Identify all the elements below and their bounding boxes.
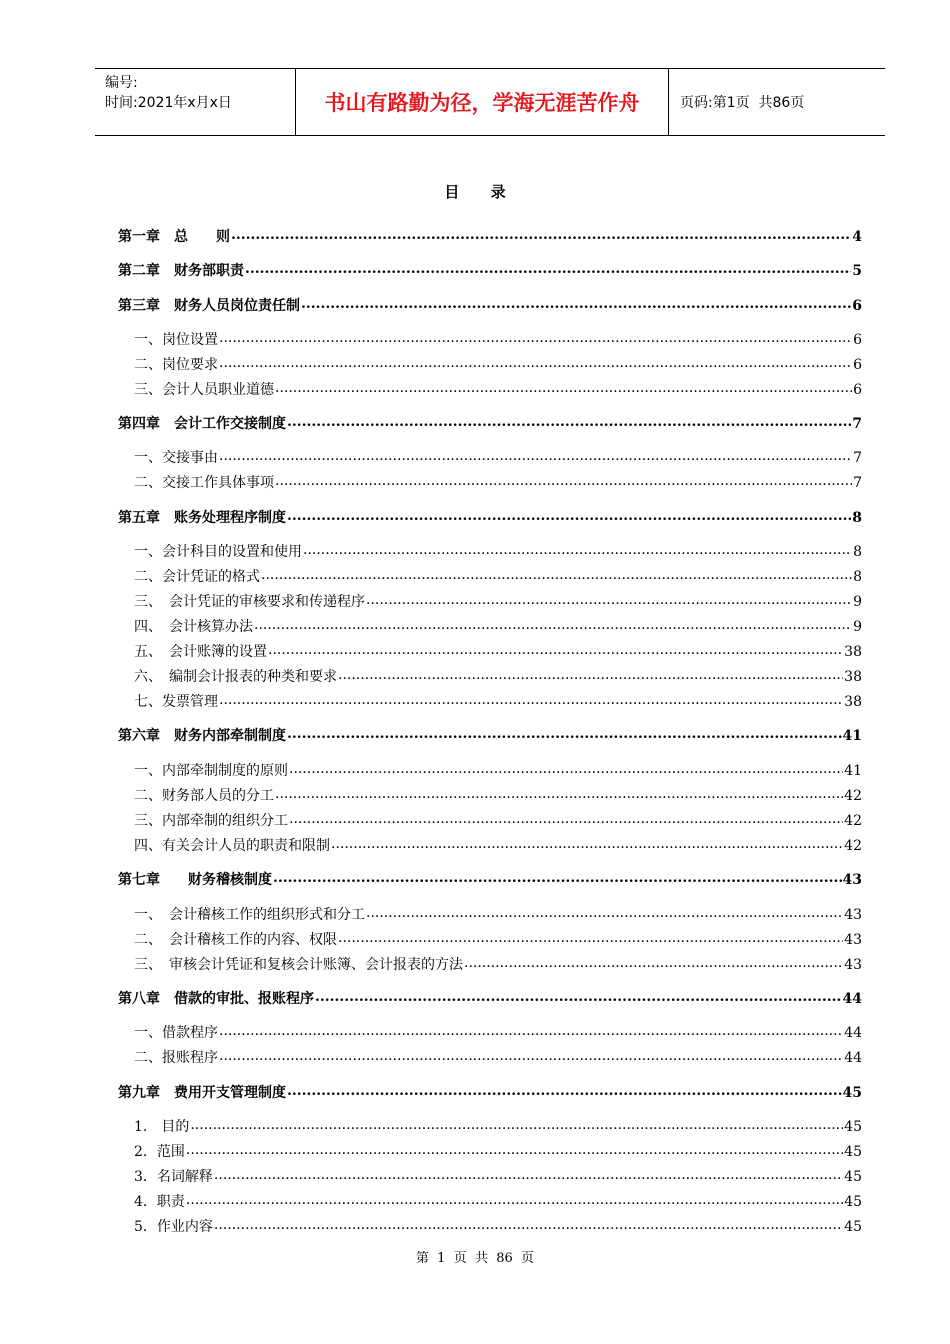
toc-entry-page: 41 — [842, 728, 862, 744]
toc-entry-label: 第五章 账务处理程序制度 — [118, 510, 286, 526]
toc-entry-page: 45 — [842, 1085, 862, 1101]
toc-section-entry[interactable] — [118, 1022, 862, 1042]
toc-entry-page: 38 — [844, 669, 862, 685]
toc-leader-dots — [245, 261, 851, 275]
toc-entry-page: 8 — [853, 569, 862, 585]
toc-entry-label: 第四章 会计工作交接制度 — [118, 416, 286, 432]
toc-entry-label: 第六章 财务内部牵制制度 — [118, 728, 286, 744]
toc-entry-label: 六、 编制会计报表的种类和要求 — [134, 669, 337, 685]
toc-leader-dots — [301, 296, 851, 310]
toc-entry-label: 三、 会计凭证的审核要求和传递程序 — [134, 594, 365, 610]
toc-leader-dots — [338, 930, 843, 944]
toc-section-entry[interactable] — [118, 929, 862, 949]
toc-leader-dots — [338, 667, 843, 681]
document-number-label: 编号: — [105, 75, 138, 91]
toc-entry-label: 一、借款程序 — [134, 1025, 218, 1041]
page-footer — [0, 1247, 950, 1266]
toc-entry-page: 42 — [844, 813, 862, 829]
toc-entry-page: 8 — [852, 510, 862, 526]
header-meta — [95, 69, 296, 135]
toc-entry-label: 一、交接事由 — [134, 450, 218, 466]
toc-leader-dots — [287, 726, 842, 740]
toc-entry-page: 45 — [844, 1119, 862, 1135]
toc-entry-label: 四、有关会计人员的职责和限制 — [134, 838, 330, 854]
toc-leader-dots — [275, 473, 852, 487]
toc-entry-label: 4．职责 — [134, 1194, 185, 1210]
toc-entry-page: 44 — [844, 1025, 862, 1041]
toc-chapter-entry[interactable] — [118, 988, 862, 1008]
toc-leader-dots — [287, 414, 851, 428]
toc-entry-page: 45 — [844, 1169, 862, 1185]
toc-entry-label: 第二章 财务部职责 — [118, 263, 244, 279]
toc-entry-label: 四、 会计核算办法 — [134, 619, 253, 635]
toc-chapter-entry[interactable] — [118, 260, 862, 280]
toc-entry-page: 43 — [844, 932, 862, 948]
toc-entry-label: 第八章 借款的审批、报账程序 — [118, 991, 314, 1007]
toc-leader-dots — [287, 1083, 842, 1097]
toc-leader-dots — [214, 1217, 843, 1231]
toc-leader-dots — [219, 1023, 843, 1037]
header-page-info — [669, 69, 885, 135]
toc-entry-label: 二、会计凭证的格式 — [134, 569, 260, 585]
header-motto: 书山有路勤为径，学海无涯苦作舟 — [296, 69, 669, 135]
toc-section-entry[interactable] — [118, 616, 862, 636]
toc-leader-dots — [303, 542, 852, 556]
toc-entry-page: 9 — [853, 619, 862, 635]
toc-entry-label: 1. 目的 — [134, 1119, 190, 1135]
toc-section-entry[interactable] — [118, 785, 862, 805]
toc-section-entry[interactable] — [118, 591, 862, 611]
toc-chapter-entry[interactable] — [118, 725, 862, 745]
toc-title-text: 目 录 — [444, 183, 506, 201]
toc-entry-page: 42 — [844, 788, 862, 804]
toc-entry-label: 二、岗位要求 — [134, 357, 218, 373]
toc-entry-page: 41 — [844, 763, 862, 779]
toc-entry-label: 第九章 费用开支管理制度 — [118, 1085, 286, 1101]
toc-chapter-entry[interactable] — [118, 869, 862, 889]
toc-entry-page: 45 — [844, 1194, 862, 1210]
page-header — [95, 68, 885, 136]
toc-leader-dots — [268, 642, 843, 656]
toc-entry-label: 一、岗位设置 — [134, 332, 218, 348]
footer-page-number: 第 1 页 共 86 页 — [415, 1251, 535, 1266]
toc-section-entry[interactable] — [118, 566, 862, 586]
toc-entry-page: 6 — [852, 298, 862, 314]
toc-section-entry[interactable] — [118, 1047, 862, 1067]
toc-entry-label: 二、报账程序 — [134, 1050, 218, 1066]
toc-leader-dots — [254, 617, 852, 631]
toc-leader-dots — [219, 692, 843, 706]
toc-entry-label: 第七章 财务稽核制度 — [118, 872, 272, 888]
toc-entry-label: 第三章 财务人员岗位责任制 — [118, 298, 300, 314]
toc-leader-dots — [214, 1167, 843, 1181]
toc-entry-page: 7 — [853, 475, 862, 491]
toc-section-entry[interactable] — [118, 379, 862, 399]
toc-leader-dots — [366, 592, 852, 606]
toc-leader-dots — [275, 380, 852, 394]
toc-entry-label: 二、财务部人员的分工 — [134, 788, 274, 804]
toc-leader-dots — [366, 905, 843, 919]
toc-leader-dots — [261, 567, 852, 581]
toc-entry-page: 8 — [853, 544, 862, 560]
toc-section-entry[interactable] — [118, 1191, 862, 1211]
toc-section-entry[interactable] — [118, 541, 862, 561]
toc-entry-page: 9 — [853, 594, 862, 610]
toc-entry-page: 7 — [853, 450, 862, 466]
toc-section-entry[interactable] — [118, 954, 862, 974]
toc-entry-page: 7 — [852, 416, 862, 432]
toc-section-entry[interactable] — [118, 1166, 862, 1186]
toc-entry-label: 二、交接工作具体事项 — [134, 475, 274, 491]
toc-leader-dots — [275, 786, 843, 800]
toc-entry-label: 三、 审核会计凭证和复核会计账簿、会计报表的方法 — [134, 957, 463, 973]
toc-entry-label: 三、内部牵制的组织分工 — [134, 813, 288, 829]
toc-entry-page: 6 — [853, 382, 862, 398]
toc-chapter-entry[interactable] — [118, 507, 862, 527]
toc-leader-dots — [231, 227, 851, 241]
toc-entry-page: 43 — [844, 907, 862, 923]
toc-leader-dots — [464, 955, 843, 969]
toc-entry-label: 二、 会计稽核工作的内容、权限 — [134, 932, 337, 948]
toc-entry-page: 44 — [842, 991, 862, 1007]
toc-section-entry[interactable] — [118, 666, 862, 686]
toc-entry-label: 5．作业内容 — [134, 1219, 213, 1235]
toc-leader-dots — [219, 1048, 843, 1062]
toc-entry-label: 2．范围 — [134, 1144, 185, 1160]
toc-entry-label: 三、会计人员职业道德 — [134, 382, 274, 398]
toc-entry-page: 45 — [844, 1144, 862, 1160]
toc-leader-dots — [289, 811, 843, 825]
toc-entry-label: 一、 会计稽核工作的组织形式和分工 — [134, 907, 365, 923]
toc-leader-dots — [331, 836, 843, 850]
toc-leader-dots — [190, 1117, 843, 1131]
toc-section-entry[interactable] — [118, 1141, 862, 1161]
toc-entry-page: 6 — [853, 332, 862, 348]
toc-section-entry[interactable] — [118, 641, 862, 661]
toc-leader-dots — [219, 355, 852, 369]
toc-entry-page: 6 — [853, 357, 862, 373]
toc-section-entry[interactable] — [118, 691, 862, 711]
toc-entry-label: 第一章 总 则 — [118, 229, 230, 245]
toc-chapter-entry[interactable] — [118, 413, 862, 433]
toc-entry-page: 38 — [844, 644, 862, 660]
toc-entry-label: 一、会计科目的设置和使用 — [134, 544, 302, 560]
toc-entry-page: 45 — [844, 1219, 862, 1235]
toc-section-entry[interactable] — [118, 810, 862, 830]
toc-section-entry[interactable] — [118, 1116, 862, 1136]
toc-section-entry[interactable] — [118, 1216, 862, 1236]
toc-leader-dots — [186, 1192, 843, 1206]
toc-leader-dots — [315, 989, 842, 1003]
toc-section-entry[interactable] — [118, 904, 862, 924]
toc-section-entry[interactable] — [118, 760, 862, 780]
toc-entry-page: 42 — [844, 838, 862, 854]
toc-entry-page: 5 — [852, 263, 862, 279]
toc-section-entry[interactable] — [118, 472, 862, 492]
toc-section-entry[interactable] — [118, 354, 862, 374]
toc-section-entry[interactable] — [118, 447, 862, 467]
toc-leader-dots — [219, 448, 852, 462]
toc-leader-dots — [273, 870, 842, 884]
toc-section-entry[interactable] — [118, 329, 862, 349]
toc-entry-page: 38 — [844, 694, 862, 710]
toc-entry-label: 一、内部牵制制度的原则 — [134, 763, 288, 779]
toc-leader-dots — [287, 508, 851, 522]
toc-chapter-entry[interactable] — [118, 1082, 862, 1102]
toc-entry-label: 七、发票管理 — [134, 694, 218, 710]
toc-entry-page: 44 — [844, 1050, 862, 1066]
toc-section-entry[interactable] — [118, 835, 862, 855]
toc-entry-page: 43 — [842, 872, 862, 888]
page-info-text: 页码:第1页 共86页 — [680, 95, 805, 111]
toc-chapter-entry[interactable] — [118, 226, 862, 246]
toc-entry-label: 3．名词解释 — [134, 1169, 213, 1185]
toc-entry-page: 43 — [844, 957, 862, 973]
document-time-label: 时间:2021年x月x日 — [105, 95, 232, 111]
toc-entry-page: 4 — [852, 229, 862, 245]
toc-leader-dots — [186, 1142, 843, 1156]
toc-title — [0, 181, 950, 202]
toc-chapter-entry[interactable] — [118, 295, 862, 315]
toc-leader-dots — [219, 330, 852, 344]
toc-leader-dots — [289, 761, 843, 775]
toc-entry-label: 五、 会计账簿的设置 — [134, 644, 267, 660]
